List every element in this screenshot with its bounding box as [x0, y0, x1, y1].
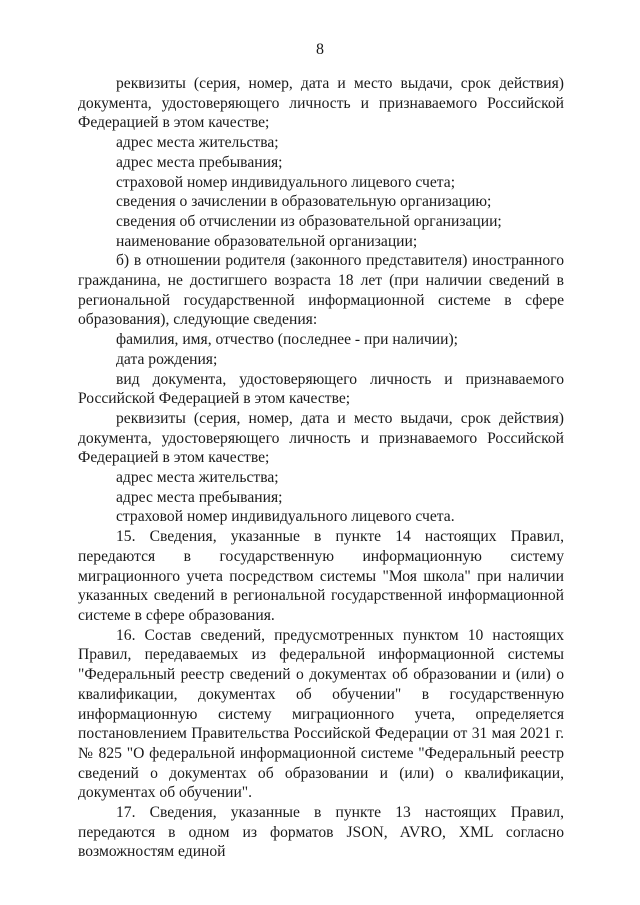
paragraph-residence-address-child: адрес места жительства;	[116, 134, 279, 152]
paragraph-requisites-child: реквизиты (серия, номер, дата и место выдачи, срок действия) документа, удостоверяющего личность и признаваемого Российской Федерацией в этом качестве;	[78, 75, 564, 132]
paragraph-parent-subclause: б) в отношении родителя (законного представителя) иностранного гражданина, не достигшего возраста 18 лет (при наличии сведений в региональной государственной информационной системе в сфере образования), следующие сведения:	[78, 252, 564, 329]
paragraph-stay-address-parent: адрес места пребывания;	[116, 488, 283, 506]
paragraph-insurance-number-child: страховой номер индивидуального лицевого счета;	[116, 173, 456, 191]
paragraph-enrollment-info: сведения о зачислении в образовательную организацию;	[116, 193, 492, 211]
paragraph-clause-16: 16. Состав сведений, предусмотренных пунктом 10 настоящих Правил, передаваемых из федеральной информационной системы "Федеральный реестр сведений о документах об образовании и (или) о квалификации, документах об обучении" в государственную информационную систему миграционного учета, определяется постановлением Правительства Российской Федерации от 31 мая 2021 г. № 825 "О федеральной информационной системе "Федеральный реестр сведений о документах об образовании и (или) о квалификации, документах об обучении".	[78, 626, 564, 802]
document-body	[78, 74, 564, 862]
paragraph-expulsion-info: сведения об отчислении из образовательной организации;	[116, 212, 502, 230]
paragraph-stay-address-child: адрес места пребывания;	[116, 153, 283, 171]
paragraph-insurance-number-parent: страховой номер индивидуального лицевого счета.	[116, 508, 455, 526]
paragraph-clause-17: 17. Сведения, указанные в пункте 13 настоящих Правил, передаются в одном из форматов JSON, AVRO, XML согласно возможностям единой	[78, 804, 564, 861]
paragraph-birth-date: дата рождения;	[116, 350, 218, 368]
paragraph-clause-15: 15. Сведения, указанные в пункте 14 настоящих Правил, передаются в государственную информационную систему миграционного учета посредством системы "Моя школа" при наличии указанных сведений в региональной государственной информационной системе в сфере образования.	[78, 528, 564, 624]
paragraph-organization-name: наименование образовательной организации;	[116, 232, 418, 250]
paragraph-residence-address-parent: адрес места жительства;	[116, 469, 279, 487]
paragraph-document-type: вид документа, удостоверяющего личность и признаваемого Российской Федерацией в этом качестве;	[78, 370, 564, 408]
page-number: 8	[316, 41, 324, 58]
paragraph-requisites-parent: реквизиты (серия, номер, дата и место выдачи, срок действия) документа, удостоверяющего личность и признаваемого Российской Федерацией в этом качестве;	[78, 409, 564, 467]
paragraph-full-name: фамилия, имя, отчество (последнее - при наличии);	[116, 331, 458, 349]
